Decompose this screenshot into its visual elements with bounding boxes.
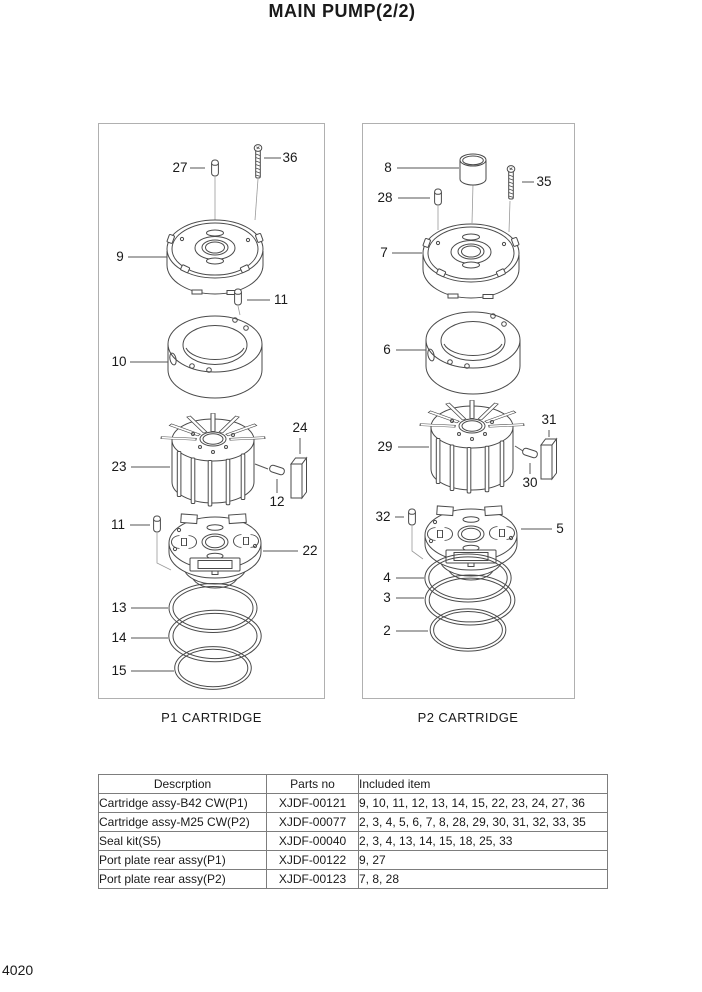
part-label-2: 2 xyxy=(383,623,391,638)
page-title: MAIN PUMP(2/2) xyxy=(268,1,416,21)
part-label-22: 22 xyxy=(302,543,318,558)
p2-part-pin-28 xyxy=(435,189,442,205)
p2-cartridge-diagram xyxy=(360,122,576,700)
p2-part-port-plate-7 xyxy=(423,224,519,299)
header-parts-no: Parts no xyxy=(267,775,359,794)
header-description: Descrption xyxy=(99,775,267,794)
part-label-4: 4 xyxy=(383,570,391,585)
part-label-35: 35 xyxy=(536,174,552,189)
p2-part-cam-ring-6 xyxy=(426,312,520,394)
p1-part-pin-12 xyxy=(269,464,285,475)
p2-part-screw-35 xyxy=(507,166,515,199)
cell-parts-no: XJDF-00122 xyxy=(267,851,359,870)
cell-included-item: 7, 8, 28 xyxy=(359,870,608,889)
p1-caption: P1 CARTRIDGE xyxy=(161,710,262,725)
table-row xyxy=(99,832,608,851)
part-label-29: 29 xyxy=(377,439,393,454)
p1-part-pin-27 xyxy=(212,160,219,176)
table-header-row xyxy=(99,775,608,794)
cell-included-item: 9, 27 xyxy=(359,851,608,870)
p2-part-pin-32 xyxy=(409,509,416,525)
part-label-3: 3 xyxy=(383,590,391,605)
cell-description: Cartridge assy-B42 CW(P1) xyxy=(99,794,267,813)
table-row xyxy=(99,851,608,870)
p1-part-pin-11b xyxy=(154,516,161,532)
p1-part-seal-ring-14 xyxy=(169,610,261,661)
page-number: 4020 xyxy=(2,962,34,978)
part-label-14: 14 xyxy=(111,630,127,645)
p2-part-seal-ring-3 xyxy=(425,575,515,625)
p1-cartridge-diagram xyxy=(98,122,325,700)
p2-part-rotor-29 xyxy=(420,400,524,493)
cell-included-item: 9, 10, 11, 12, 13, 14, 15, 22, 23, 24, 27, 36 xyxy=(359,794,608,813)
p2-caption: P2 CARTRIDGE xyxy=(417,710,519,725)
part-label-30: 30 xyxy=(522,475,538,490)
part-label-8: 8 xyxy=(384,160,392,175)
part-label-11a: 11 xyxy=(273,292,289,307)
p1-frame xyxy=(99,124,325,699)
part-label-7: 7 xyxy=(380,245,388,260)
cell-description: Seal kit(S5) xyxy=(99,832,267,851)
parts-table xyxy=(98,774,608,889)
part-label-24: 24 xyxy=(292,420,308,435)
part-label-36: 36 xyxy=(282,150,298,165)
cell-parts-no: XJDF-00123 xyxy=(267,870,359,889)
cell-description: Port plate rear assy(P1) xyxy=(99,851,267,870)
table-row xyxy=(99,813,608,832)
p2-parts xyxy=(409,154,557,651)
part-label-6: 6 xyxy=(383,342,391,357)
cell-description: Cartridge assy-M25 CW(P2) xyxy=(99,813,267,832)
cell-parts-no: XJDF-00121 xyxy=(267,794,359,813)
part-label-12: 12 xyxy=(269,494,285,509)
cell-included-item: 2, 3, 4, 13, 14, 15, 18, 25, 33 xyxy=(359,832,608,851)
p1-part-port-plate-22 xyxy=(169,514,261,588)
p2-part-cup-8 xyxy=(460,154,486,185)
cell-parts-no: XJDF-00040 xyxy=(267,832,359,851)
p1-part-screw-36 xyxy=(254,145,262,178)
part-label-9: 9 xyxy=(116,249,124,264)
p2-part-seal-ring-2 xyxy=(430,609,506,651)
p1-part-pin-11a xyxy=(235,289,242,305)
part-label-32: 32 xyxy=(375,509,391,524)
part-label-11b: 11 xyxy=(110,517,126,532)
header-included-item: Included item xyxy=(359,775,608,794)
part-label-23: 23 xyxy=(111,459,127,474)
cell-parts-no: XJDF-00077 xyxy=(267,813,359,832)
part-label-27: 27 xyxy=(172,160,188,175)
p1-part-rotor-23 xyxy=(161,413,265,506)
p1-part-cam-ring-10 xyxy=(168,316,262,398)
p1-part-seal-ring-15 xyxy=(175,647,252,690)
part-label-31: 31 xyxy=(541,412,557,427)
part-label-10: 10 xyxy=(111,354,127,369)
p1-parts xyxy=(154,145,307,690)
p1-part-port-plate-9 xyxy=(167,220,263,295)
part-label-15: 15 xyxy=(111,663,127,678)
table-row xyxy=(99,870,608,889)
p2-part-vane-31 xyxy=(541,439,557,479)
part-label-28: 28 xyxy=(377,190,393,205)
part-label-13: 13 xyxy=(111,600,127,615)
p2-part-pin-30 xyxy=(522,447,538,458)
part-label-5: 5 xyxy=(556,521,564,536)
cell-description: Port plate rear assy(P2) xyxy=(99,870,267,889)
table-row xyxy=(99,794,608,813)
p1-part-vane-24 xyxy=(291,458,307,498)
cell-included-item: 2, 3, 4, 5, 6, 7, 8, 28, 29, 30, 31, 32, 33, 35 xyxy=(359,813,608,832)
p1-part-seal-ring-13 xyxy=(169,584,257,633)
